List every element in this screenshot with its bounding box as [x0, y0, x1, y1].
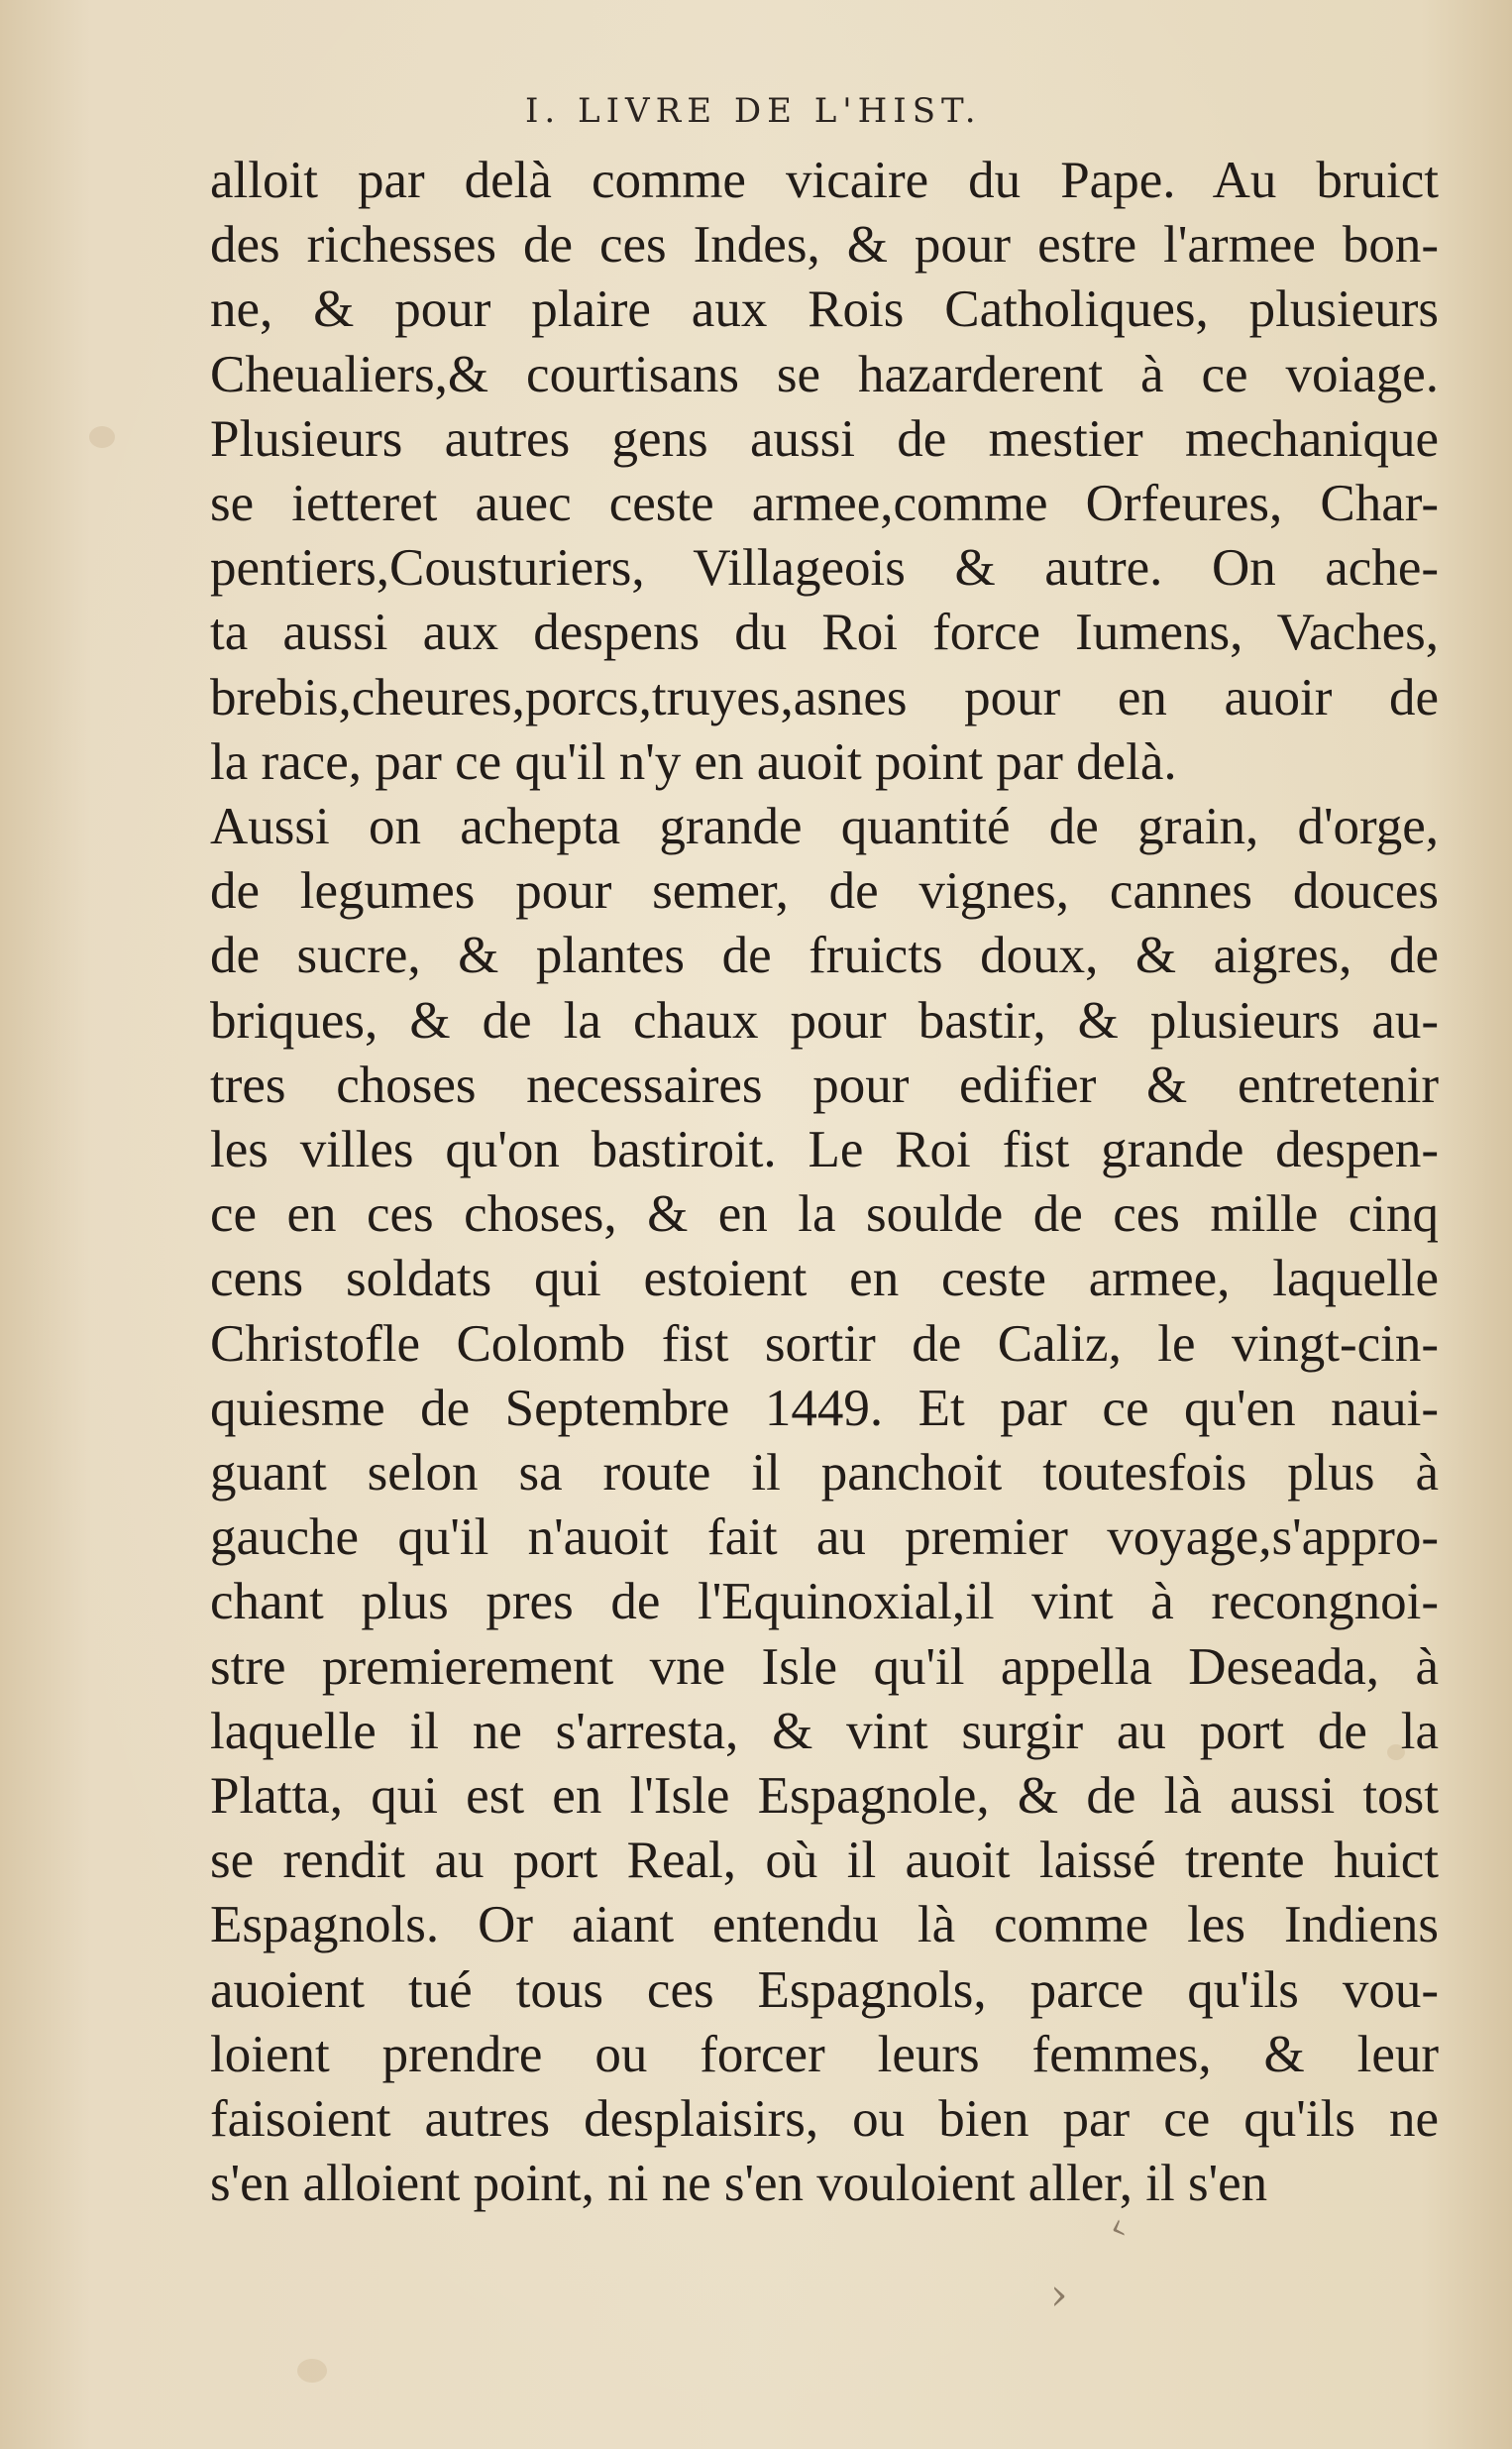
text-line: ce en ces choses, & en la soulde de ces mille cinq: [210, 1185, 1439, 1244]
text-line: alloit par delà comme vicaire du Pape. Au bruict: [210, 152, 1439, 209]
text-line: les villes qu'on bastiroit. Le Roi fist grande despen-: [210, 1121, 1439, 1179]
text-line: Aussi on achepta grande quantité de grain, d'orge,: [210, 798, 1439, 856]
text-line: se rendit au port Real, où il auoit laissé trente huict: [210, 1832, 1439, 1890]
text-line: guant selon sa route il panchoit toutesfois plus à: [210, 1444, 1439, 1503]
text-line: ne, & pour plaire aux Rois Catholiques, plusieurs: [210, 280, 1439, 339]
body-text: [210, 149, 1439, 2217]
text-line: loient prendre ou forcer leurs femmes, & leur: [210, 2025, 1439, 2083]
text-line: quiesme de Septembre 1449. Et par ce qu'en naui-: [210, 1379, 1439, 1437]
text-line: s'en alloient point, ni ne s'en vouloient aller, il s'en: [210, 2155, 1268, 2213]
text-line: la race, par ce qu'il n'y en auoit point par delà.: [210, 732, 1177, 791]
text-line: Christofle Colomb fist sortir de Caliz, le vingt-cin-: [210, 1314, 1439, 1373]
pencil-mark: ›: [1050, 2270, 1068, 2320]
text-line: Espagnols. Or aiant entendu là comme les Indiens: [210, 1896, 1439, 1954]
text-line: auoient tué tous ces Espagnols, parce qu'ils vou-: [210, 1960, 1439, 2019]
text-line: pentiers,Cousturiers, Villageois & autre. On ache-: [210, 539, 1439, 598]
text-line: ta aussi aux despens du Roi force Iumens, Vaches,: [210, 604, 1439, 662]
text-line: Plusieurs autres gens aussi de mestier mechanique: [210, 409, 1439, 468]
text-line: Cheualiers,& courtisans se hazarderent à ce voiage.: [210, 345, 1439, 403]
text-line: de sucre, & plantes de fruicts doux, & aigres, de: [210, 927, 1439, 985]
text-line: de legumes pour semer, de vignes, cannes douces: [210, 862, 1439, 921]
text-line: des richesses de ces Indes, & pour estre l'armee bon-: [210, 216, 1439, 275]
paper-stain: [297, 2359, 327, 2383]
text-line: faisoient autres desplaisirs, ou bien par ce qu'ils ne: [210, 2090, 1439, 2149]
running-head: I. LIVRE DE L'HIST.: [525, 91, 982, 131]
text-line: tres choses necessaires pour edifier & entretenir: [210, 1056, 1439, 1114]
text-line: briques, & de la chaux pour bastir, & plusieurs au-: [210, 991, 1439, 1050]
text-line: se ietteret auec ceste armee,comme Orfeures, Char-: [210, 475, 1439, 533]
text-line: cens soldats qui estoient en ceste armee, laquelle: [210, 1250, 1439, 1308]
text-line: chant plus pres de l'Equinoxial,il vint à recongnoi-: [210, 1573, 1439, 1631]
text-line: Platta, qui est en l'Isle Espagnole, & de là aussi tost: [210, 1767, 1439, 1826]
paper-stain: [89, 426, 115, 448]
text-line: stre premierement vne Isle qu'il appella Deseada, à: [210, 1637, 1439, 1696]
text-line: gauche qu'il n'auoit fait au premier voyage,s'appro-: [210, 1508, 1439, 1567]
text-line: brebis,cheures,porcs,truyes,asnes pour en auoir de: [210, 668, 1439, 726]
text-line: laquelle il ne s'arresta, & vint surgir au port de la: [210, 1702, 1439, 1760]
pencil-mark: ‹: [1102, 2203, 1133, 2251]
